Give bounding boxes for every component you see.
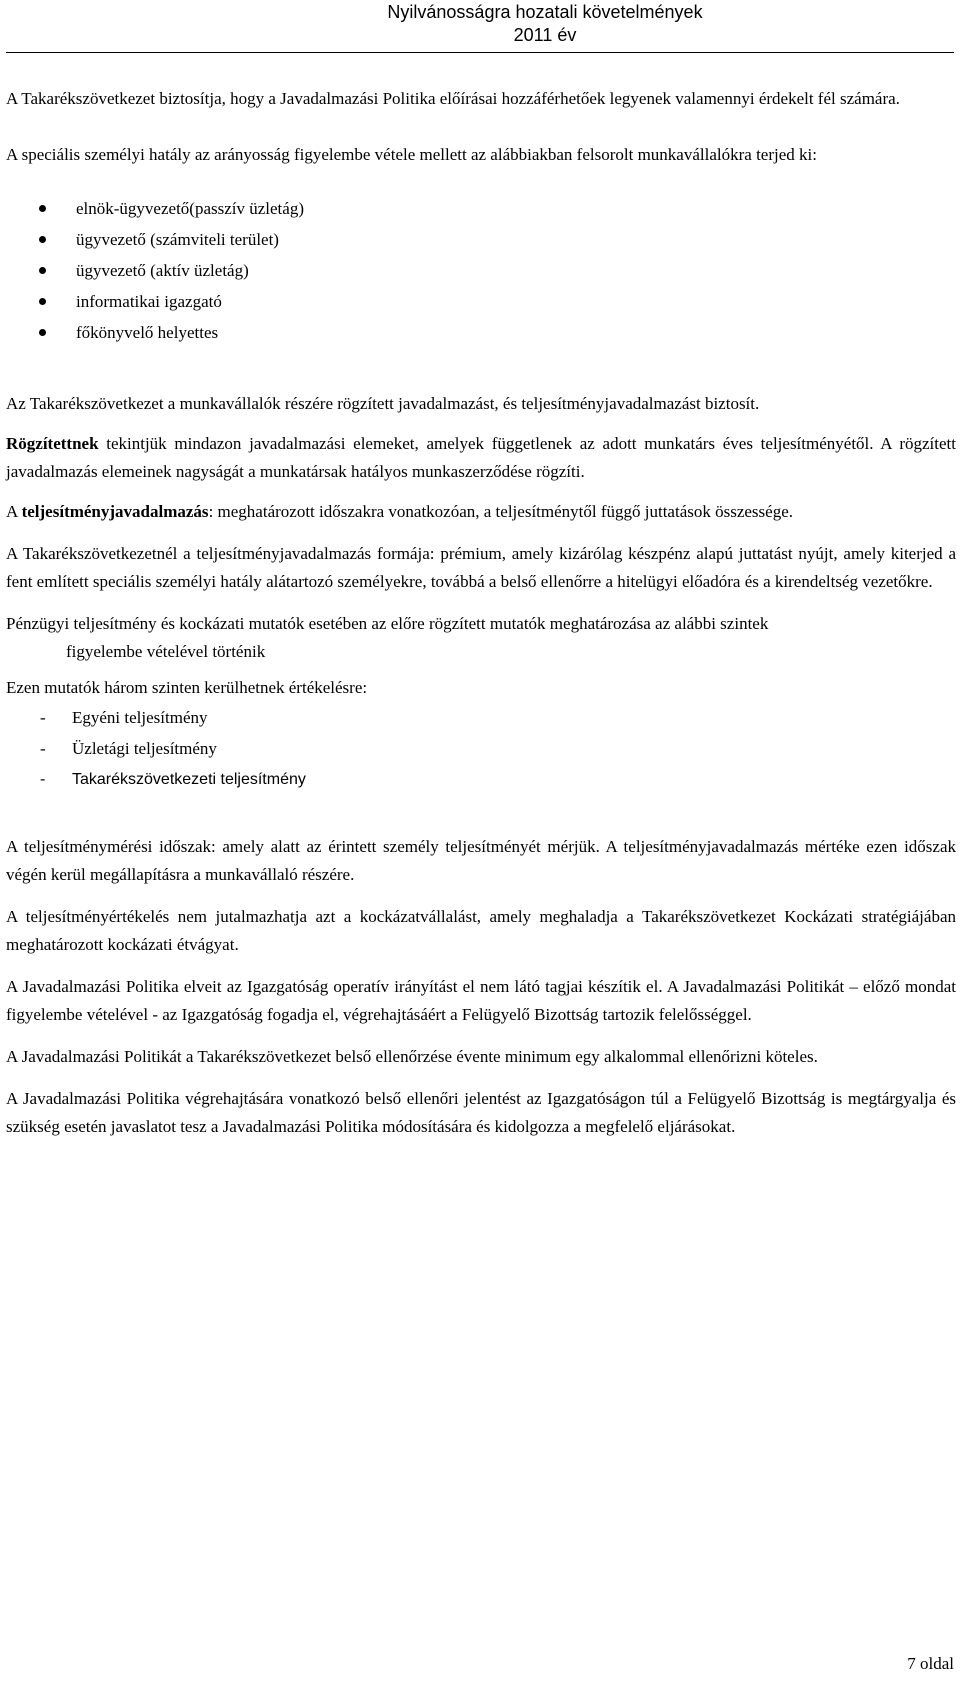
paragraph-performance: A teljesítményjavadalmazás: meghatározott időszakra vonatkozóan, a teljesítménytől függő juttatások összessége. <box>6 502 794 521</box>
bullet-icon <box>39 298 46 305</box>
header-title: Nyilvánosságra hozatali követelmények <box>387 2 703 22</box>
paragraph-access: A Takarékszövetkezet biztosítja, hogy a Javadalmazási Politika előírásai hozzáférhetőek legyenek valamennyi érdekelt fél számára. <box>6 89 900 108</box>
paragraph-bonus: A Takarékszövetkezetnél a teljesítményjavadalmazás formája: prémium, amely kizárólag készpénz alapú juttatást nyújt, amely kiterjed a fent említett speciális személyi hatály alátartozó személyekre, továbbá a belső ellenőrre a hitelügyi előadóra és a kirendeltség vezetőkre. <box>6 544 956 591</box>
paragraph-period: A teljesítménymérési időszak: amely alatt az érintett személy teljesítményét mérjük. A teljesítményjavadalmazás mértéke ezen időszak végén kerül megállapításra a munkavállaló részére. <box>6 837 956 884</box>
paragraph-internal-audit: A Javadalmazási Politikát a Takarékszövetkezet belső ellenőrzése évente minimum egy alkalommal ellenőrizni köteles. <box>6 1047 818 1066</box>
list-item: ügyvezető (számviteli terület) <box>6 224 956 255</box>
header-divider <box>6 52 954 53</box>
bullet-icon <box>39 205 46 212</box>
paragraph-audit-report: A Javadalmazási Politika végrehajtására vonatkozó belső ellenőri jelentést az Igazgatóságon túl a Felügyelő Bizottság is megtárgyalja és szükség esetén javaslatot tesz a Javadalmazási Politika módosítására és kidolgozza a megfelelő eljárásokat. <box>6 1089 956 1136</box>
bullet-icon <box>39 329 46 336</box>
scope-bullet-list <box>6 193 956 348</box>
list-item: informatikai igazgató <box>6 286 956 317</box>
paragraph-remuneration: Az Takarékszövetkezet a munkavállalók részére rögzített javadalmazást, és teljesítményjavadalmazást biztosít. <box>6 394 760 413</box>
levels-list <box>6 702 956 795</box>
bullet-icon <box>39 267 46 274</box>
list-item: - Takarékszövetkezeti teljesítmény <box>40 771 306 788</box>
list-item: ügyvezető (aktív üzletág) <box>6 255 956 286</box>
paragraph-indicators: Pénzügyi teljesítmény és kockázati mutatók esetében az előre rögzített mutatók meghatározása az alábbi szintek figyelembe vételével történik <box>6 614 769 661</box>
document-body <box>6 85 956 1141</box>
paragraph-governance: A Javadalmazási Politika elveit az Igazgatóság operatív irányítást el nem látó tagjai készítik el. A Javadalmazási Politikát – előző mondat figyelembe vételével - az Igazgatóság fogadja el, végrehajtásáért a Felügyelő Bizottság tartozik felelősséggel. <box>6 977 956 1024</box>
paragraph-scope: A speciális személyi hatály az arányosság figyelembe vétele mellett az alábbiakban felsorolt munkavállalókra terjed ki: <box>6 145 817 164</box>
list-item: - Egyéni teljesítmény <box>40 708 208 727</box>
page-number: 7 oldal <box>907 1654 954 1673</box>
term-fixed: Rögzítettnek <box>6 434 99 453</box>
list-item: főkönyvelő helyettes <box>6 317 956 348</box>
bullet-icon <box>39 236 46 243</box>
header-year: 2011 év <box>513 25 577 45</box>
term-performance: teljesítményjavadalmazás <box>21 502 209 521</box>
page-header <box>0 0 960 47</box>
list-item: - Üzletági teljesítmény <box>40 739 217 758</box>
paragraph-risk: A teljesítményértékelés nem jutalmazhatja azt a kockázatvállalást, amely meghaladja a Takarékszövetkezet Kockázati stratégiájában meghatározott kockázati étvágyat. <box>6 907 956 954</box>
paragraph-fixed: Rögzítettnek tekintjük mindazon javadalmazási elemeket, amelyek függetlenek az adott munkatárs éves teljesítményétől. A rögzített javadalmazás elemeinek nagyságát a munkatársak hatályos munkaszerződése rögzíti. <box>6 434 956 481</box>
list-item: elnök-ügyvezető(passzív üzletág) <box>6 193 956 224</box>
paragraph-levels-intro: Ezen mutatók három szinten kerülhetnek értékelésre: <box>6 678 368 697</box>
